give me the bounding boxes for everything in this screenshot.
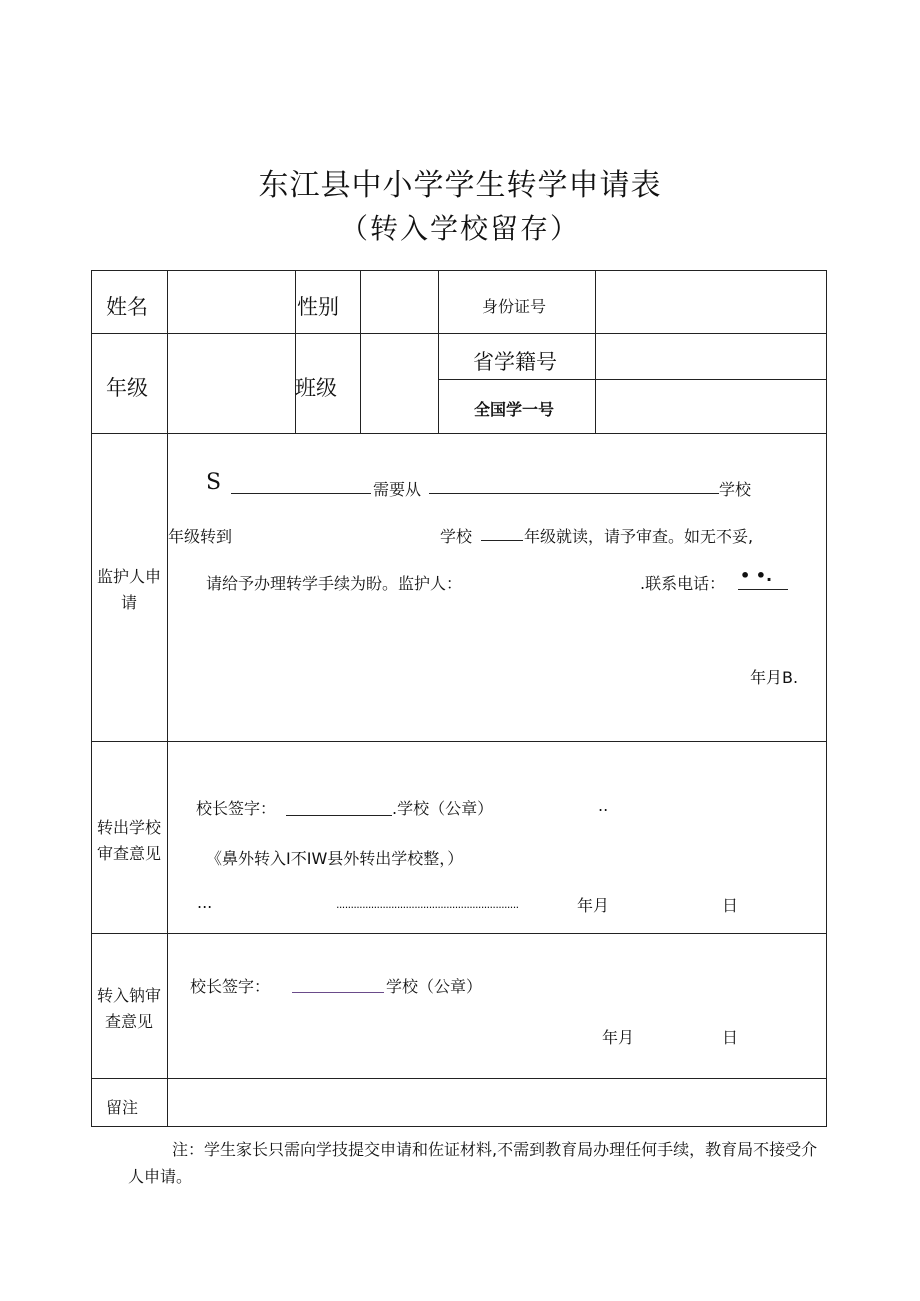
phone-blank[interactable] (738, 589, 788, 590)
grade-label: 年级 (106, 376, 148, 400)
guardian-line1-mid: 需要从 (373, 480, 422, 499)
guardian-line2-end: 年级就读，请予审查。如无不妥, (524, 527, 754, 546)
name-label: 姓名 (106, 295, 148, 319)
in-principal-sign-label: 校长签字： (190, 977, 271, 996)
form-subtitle: （转入学校留存） (339, 212, 580, 245)
transfer-out-label: 转出学校审查意见 (96, 818, 161, 863)
out-school-seal: .学校（公章） (392, 799, 494, 818)
column-divider (295, 270, 296, 433)
name-field[interactable] (168, 271, 294, 332)
out-dots-b: ... (197, 893, 213, 912)
guardian-line3: 请给予办理转学手续为盼。监护人： (206, 574, 463, 593)
row-divider (91, 933, 827, 934)
remark-label: 留注 (106, 1098, 139, 1117)
phone-marks: • •. (740, 566, 773, 585)
out-dots-a: .. (598, 796, 609, 815)
in-date-ym: 年月 (602, 1028, 635, 1047)
out-note-line: 《鼻外转入I不IW县外转出学校整，） (206, 849, 464, 868)
guardian-line1-prefix: S (206, 470, 222, 495)
national-student-id-field[interactable] (596, 380, 826, 432)
remark-field[interactable] (168, 1079, 826, 1126)
province-student-id-label: 省学籍号 (473, 350, 557, 374)
out-date-ym: 年月 (577, 896, 610, 915)
guardian-line2-mid: 学校 (440, 527, 473, 546)
phone-label: .联系电话： (640, 574, 726, 593)
guardian-date: 年月B. (750, 668, 799, 687)
target-grade-blank[interactable] (481, 540, 523, 541)
out-date-d: 日 (722, 896, 739, 915)
form-title: 东江县中小学学生转学申请表 (258, 168, 662, 203)
in-date-d: 日 (722, 1028, 739, 1047)
guardian-line2-start: 年级转到 (168, 527, 233, 546)
guardian-line1-end: 学校 (719, 480, 752, 499)
student-name-blank[interactable] (231, 493, 371, 494)
grade-field[interactable] (168, 334, 294, 432)
id-number-label: 身份证号 (482, 297, 547, 316)
origin-school-blank[interactable] (429, 493, 719, 494)
national-student-id-label: 全国学一号 (474, 400, 555, 419)
out-dots-c: ............................................................... (336, 898, 519, 911)
row-divider (91, 433, 827, 434)
gender-field[interactable] (361, 271, 437, 332)
class-field[interactable] (361, 334, 437, 432)
in-principal-sign-blank[interactable] (292, 992, 384, 993)
out-principal-sign-label: 校长签字： (196, 799, 277, 818)
row-divider (91, 741, 827, 742)
transfer-in-label: 转入钠审查意见 (96, 986, 161, 1031)
footnote: 注：学生家长只需向学技提交申请和佐证材料,不需到教育局办理任何手续，教育局不接受介人申请。 (128, 1140, 818, 1186)
guardian-application-label: 监护人申请 (96, 567, 161, 612)
province-student-id-field[interactable] (596, 334, 826, 378)
id-number-field[interactable] (596, 271, 826, 332)
column-divider (438, 270, 439, 433)
class-label: 班级 (295, 376, 337, 400)
gender-label: 性别 (297, 295, 339, 319)
in-school-seal: 学校（公章） (386, 977, 483, 996)
out-principal-sign-blank[interactable] (286, 815, 392, 816)
